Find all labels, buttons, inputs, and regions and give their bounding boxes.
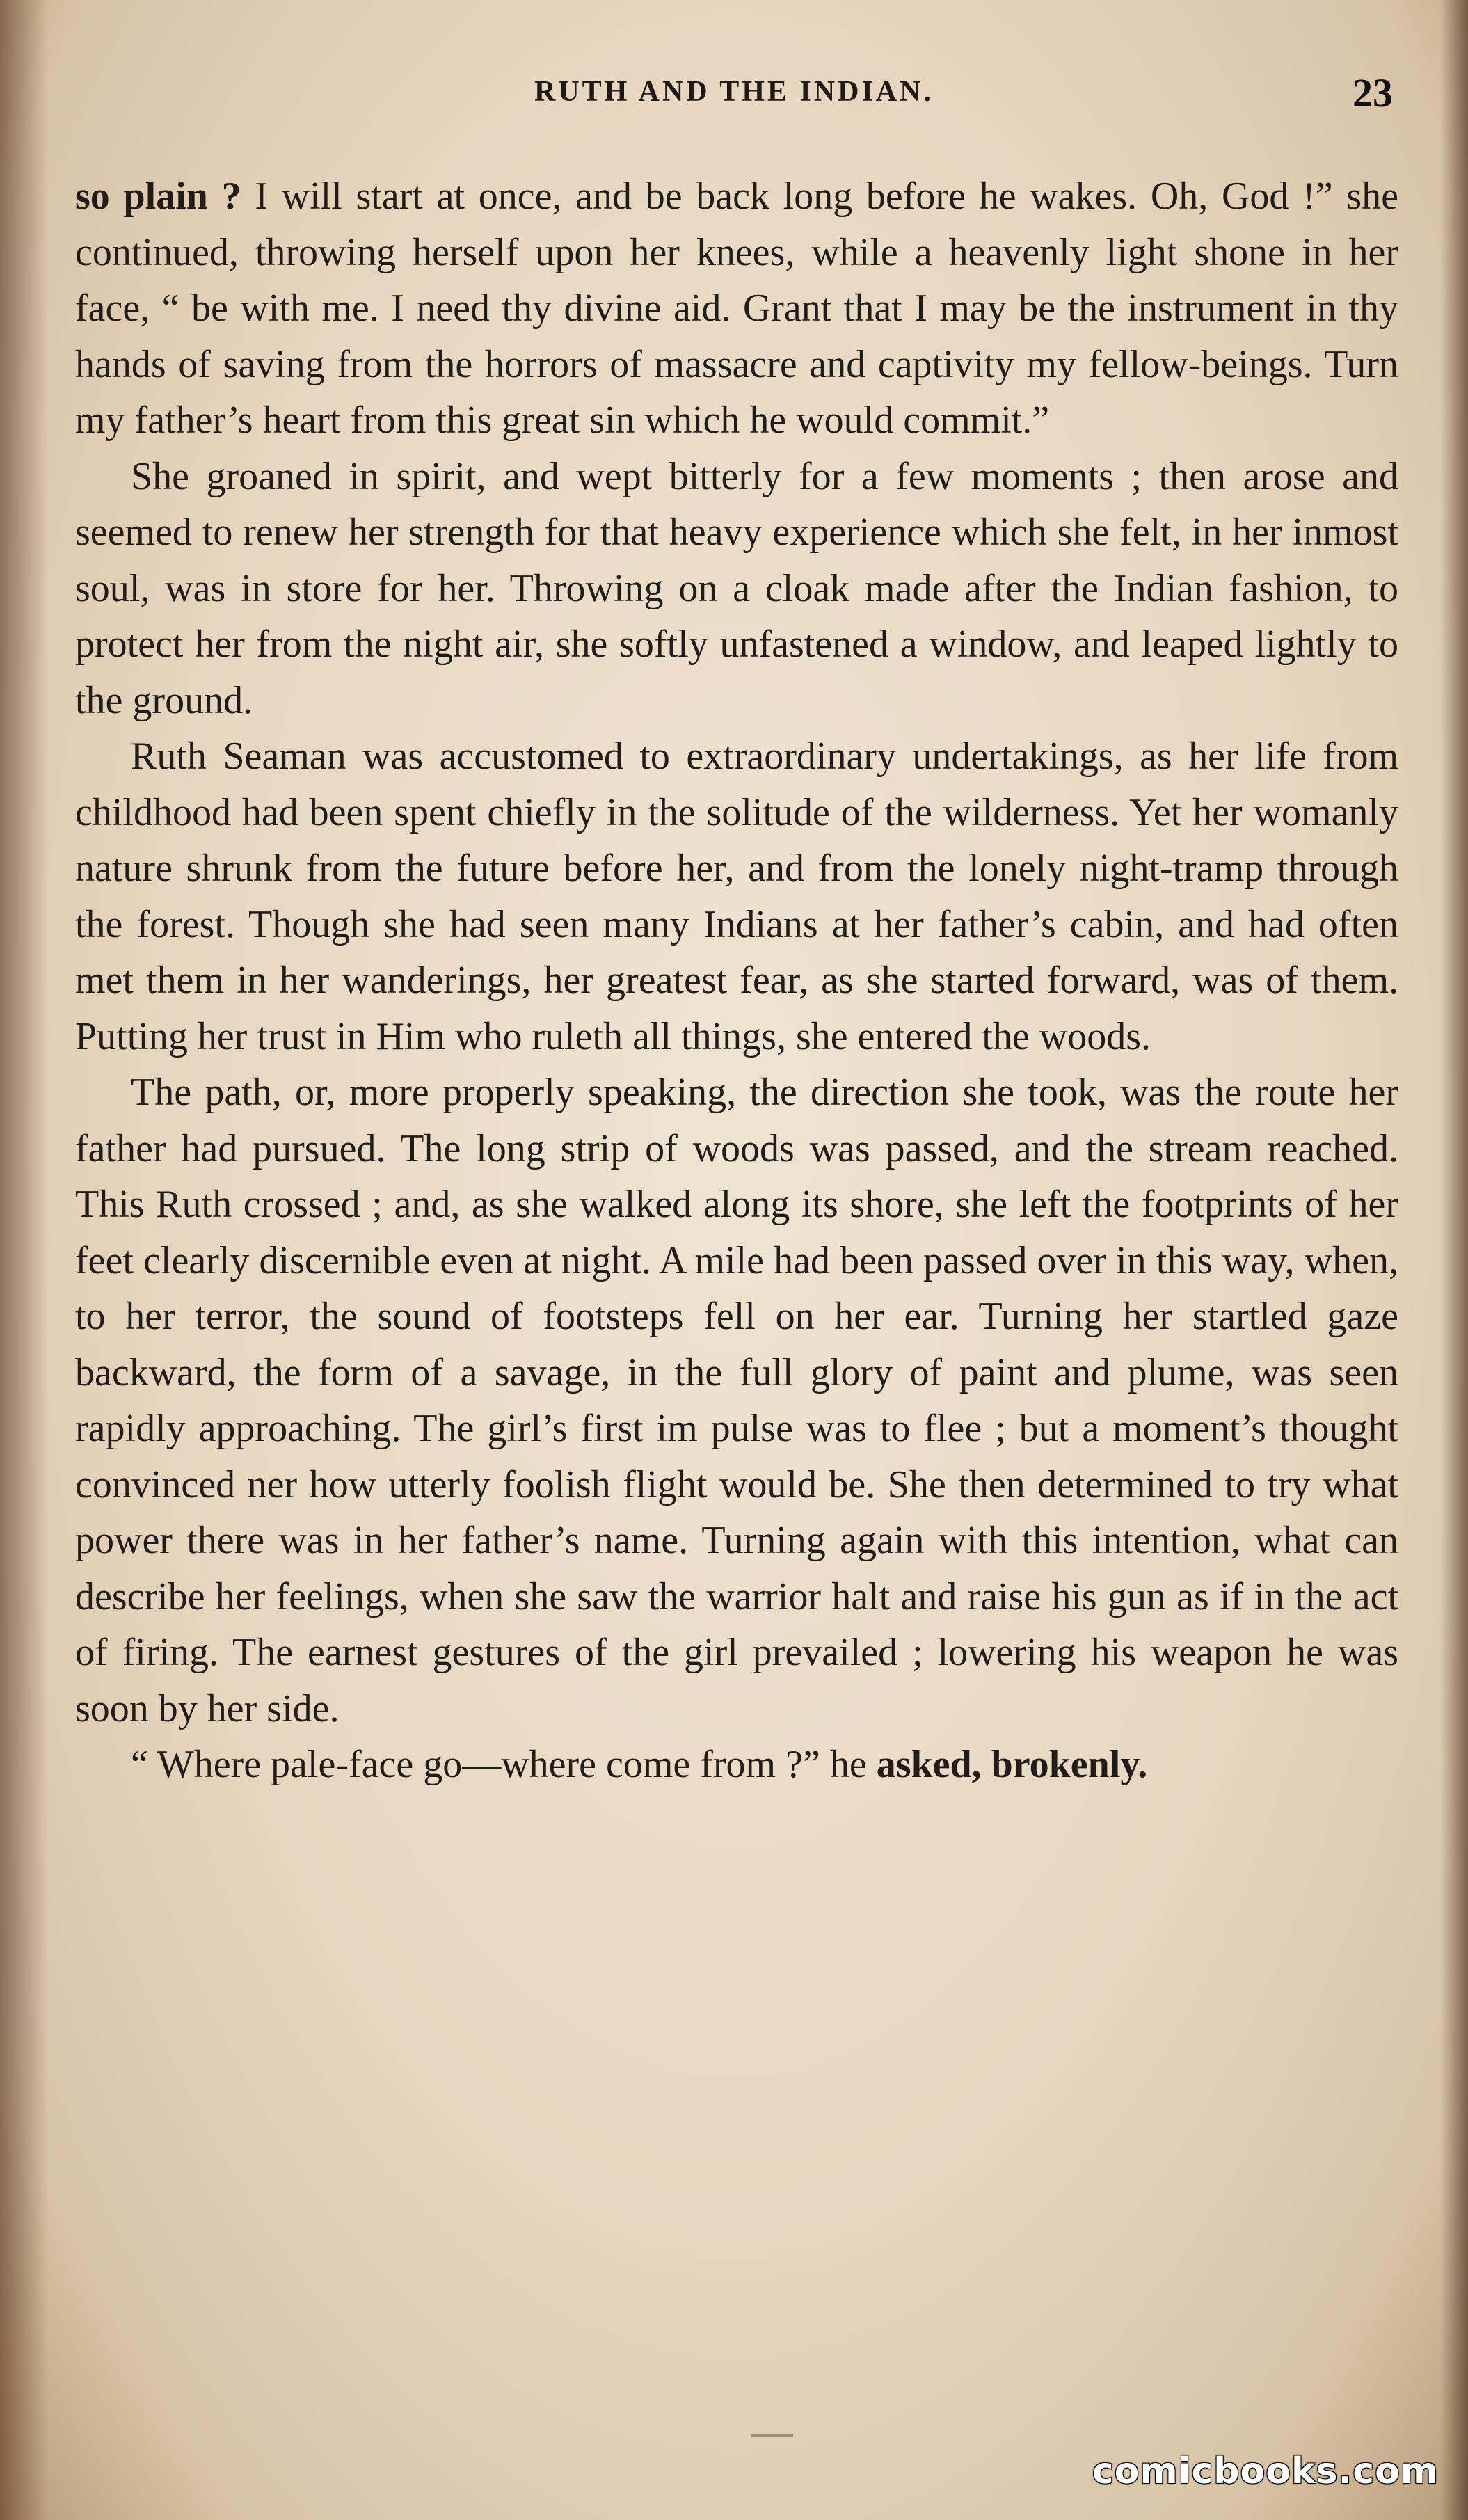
running-head — [0, 70, 1468, 117]
paragraph-4: The path, or, more properly speaking, the direction she took, was the route her father had pursued. The long strip of woods was passed, and the stream reached. This Ruth crossed ; and, as she walked along its shore, she left the footprints of her feet clearly discernible even at night. A mile had been passed over in this way, when, to her terror, the sound of footsteps fell on her ear. Turning her startled gaze backward, the form of a savage, in the full glory of paint and plume, was seen rapidly approaching. The girl’s first im pulse was to flee ; but a moment’s thought convinced ner how utterly foolish flight would be. She then determined to try what power there was in her father’s name. Turning again with this intention, what can describe her feelings, when she saw the warrior halt and raise his gun as if in the act of firing. The earnest gestures of the girl prevailed ; lowering his weapon he was soon by her side. — [75, 1071, 1398, 1730]
paragraph-text: “ Where pale-face go—where come from ?” he — [131, 1743, 877, 1786]
paragraph-2: She groaned in spirit, and wept bitterly for a few moments ; then arose and seemed to renew her strength for that heavy experience which she felt, in her inmost soul, was in store for her. Throwing on a cloak made after the Indian fashion, to protect her from the night air, she softly unfastened a window, and leaped lightly to the ground. — [75, 454, 1398, 722]
watermark: comicbooks.com — [1092, 2450, 1439, 2492]
paragraph-1 — [75, 168, 1398, 449]
paragraph-tail: asked, brokenly. — [876, 1743, 1148, 1786]
paragraph-lead: so plain ? — [75, 175, 241, 218]
paragraph-text: I will start at once, and be back long before he wakes. Oh, God !” she continued, throwing herself upon her knees, while a heavenly light shone in her face, “ be with me. I need thy divine aid. Grant that I may be the instrument in thy hands of saving from the horrors of massacre and captivity my fellow-beings. Turn my father’s heart from this great sin which he would commit.” — [75, 175, 1398, 442]
paragraph-5 — [75, 1737, 1398, 1793]
running-title: RUTH AND THE INDIAN. — [534, 76, 934, 108]
body-text — [75, 168, 1398, 1793]
page-number: 23 — [1353, 70, 1393, 115]
print-mark — [751, 2434, 793, 2437]
paragraph-3: Ruth Seaman was accustomed to extraordinary undertakings, as her life from childhood had been spent chiefly in the solitude of the wilderness. Yet her womanly nature shrunk from the future before her, and from the lonely night-tramp through the forest. Though she had seen many Indians at her father’s cabin, and had often met them in her wanderings, her greatest fear, as she started forward, was of them. Putting her trust in Him who ruleth all things, she entered the woods. — [75, 735, 1398, 1058]
